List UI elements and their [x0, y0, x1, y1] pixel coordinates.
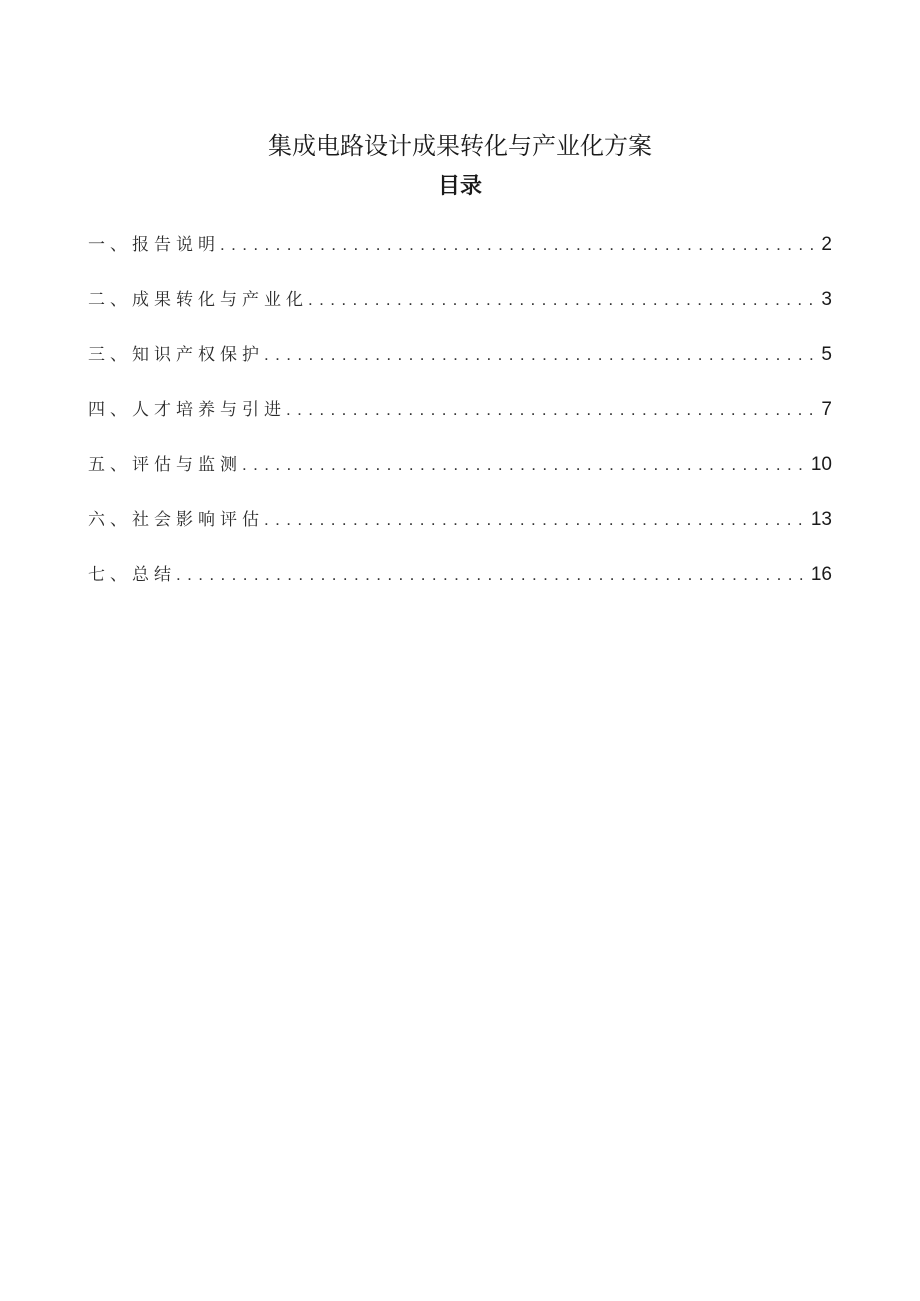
toc-page-number: 13 [810, 509, 832, 530]
toc-page-number: 7 [821, 399, 832, 420]
toc-entry-label: 三、知识产权保护 [88, 345, 264, 365]
toc-entry-label: 五、评估与监测 [88, 455, 242, 475]
toc-dot-leader [264, 505, 807, 535]
table-of-contents [88, 230, 832, 615]
toc-dot-leader [220, 230, 817, 260]
toc-page-number: 5 [821, 344, 832, 365]
toc-page-number: 3 [821, 289, 832, 310]
toc-dot-leader [176, 560, 807, 590]
toc-entry-label: 二、成果转化与产业化 [88, 290, 308, 310]
toc-dot-leader [308, 285, 817, 315]
toc-page-number: 16 [810, 564, 832, 585]
toc-entry-label: 四、人才培养与引进 [88, 400, 286, 420]
document-title: 集成电路设计成果转化与产业化方案 [268, 132, 652, 160]
toc-entry-evaluation-monitoring[interactable] [88, 450, 832, 505]
toc-page-number: 10 [810, 454, 832, 475]
toc-dot-leader [286, 395, 817, 425]
toc-entry-label: 六、社会影响评估 [88, 510, 264, 530]
toc-dot-leader [242, 450, 807, 480]
toc-entry-label: 一、报告说明 [88, 235, 220, 255]
toc-page-number: 2 [821, 234, 832, 255]
toc-entry-talent-development[interactable] [88, 395, 832, 450]
toc-entry-report-description[interactable] [88, 230, 832, 285]
toc-dot-leader [264, 340, 817, 370]
toc-entry-summary[interactable] [88, 560, 832, 615]
toc-entry-label: 七、总结 [88, 565, 176, 585]
toc-entry-achievement-transfer[interactable] [88, 285, 832, 340]
toc-entry-ip-protection[interactable] [88, 340, 832, 395]
toc-entry-social-impact[interactable] [88, 505, 832, 560]
toc-heading: 目录 [437, 174, 482, 199]
